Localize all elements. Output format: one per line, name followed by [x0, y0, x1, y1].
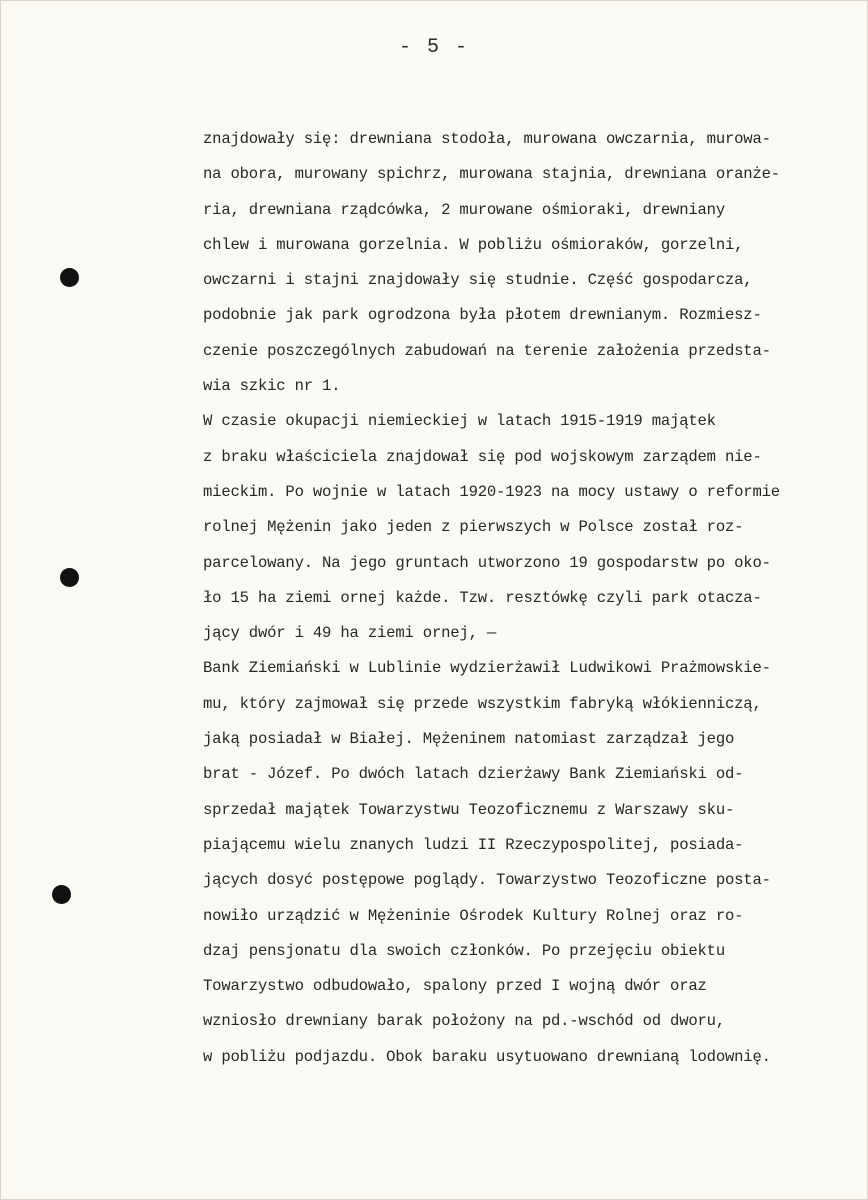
text-line: sprzedał majątek Towarzystwu Teozoficznemu z Warszawy sku- [203, 800, 735, 819]
text-line: chlew i murowana gorzelnia. W pobliżu ośmioraków, gorzelni, [203, 235, 744, 254]
text-line: rolnej Mężenin jako jeden z pierwszych w Polsce został roz- [203, 518, 744, 537]
text-line: jących dosyć postępowe poglądy. Towarzystwo Teozoficzne posta- [203, 871, 771, 890]
text-line: Bank Ziemiański w Lublinie wydzierżawił Ludwikowi Prażmowskie- [203, 659, 771, 678]
punch-hole [60, 268, 79, 287]
text-line: jaką posiadał w Białej. Mężeninem natomiast zarządzał jego [203, 730, 735, 749]
text-line: czenie poszczególnych zabudowań na terenie założenia przedsta- [203, 341, 771, 360]
text-line: mu, który zajmował się przede wszystkim fabryką włókienniczą, [203, 694, 762, 713]
text-line: piającemu wielu znanych ludzi II Rzeczypospolitej, posiada- [203, 835, 744, 854]
text-line: parcelowany. Na jego gruntach utworzono 19 gospodarstw po oko- [203, 553, 771, 572]
text-line: znajdowały się: drewniana stodoła, murowana owczarnia, murowa- [203, 130, 771, 148]
punch-hole [52, 885, 71, 904]
text-line: na obora, murowany spichrz, murowana stajnia, drewniana oranże- [203, 165, 780, 184]
text-line: owczarni i stajni znajdowały się studnie. Część gospodarcza, [203, 271, 753, 290]
text-line: jący dwór i 49 ha ziemi ornej, — [203, 624, 497, 643]
text-line: mieckim. Po wojnie w latach 1920-1923 na mocy ustawy o reformie [203, 482, 780, 501]
text-line: wia szkic nr 1. [203, 377, 341, 396]
punch-hole [60, 568, 79, 587]
page-number: - 5 - [398, 36, 469, 59]
text-line: brat - Józef. Po dwóch latach dzierżawy Bank Ziemiański od- [203, 765, 744, 784]
text-line: z braku właściciela znajdował się pod wojskowym zarządem nie- [203, 447, 762, 466]
text-line: Towarzystwo odbudowało, spalony przed I wojną dwór oraz [203, 977, 707, 996]
body-text [203, 122, 863, 1075]
text-line: W czasie okupacji niemieckiej w latach 1915-1919 majątek [203, 412, 716, 431]
text-line: nowiło urządzić w Mężeninie Ośrodek Kultury Rolnej oraz ro- [203, 906, 744, 925]
text-line: ło 15 ha ziemi ornej każde. Tzw. resztówkę czyli park otacza- [203, 588, 762, 607]
text-line: w pobliżu podjazdu. Obok baraku usytuowano drewnianą lodownię. [203, 1047, 771, 1066]
text-line: ria, drewniana rządcówka, 2 murowane ośmioraki, drewniany [203, 200, 725, 219]
text-line: podobnie jak park ogrodzona była płotem drewnianym. Rozmiesz- [203, 306, 762, 325]
text-line: wzniosło drewniany barak położony na pd.-wschód od dworu, [203, 1012, 725, 1031]
text-line: dzaj pensjonatu dla swoich członków. Po przejęciu obiektu [203, 941, 725, 960]
